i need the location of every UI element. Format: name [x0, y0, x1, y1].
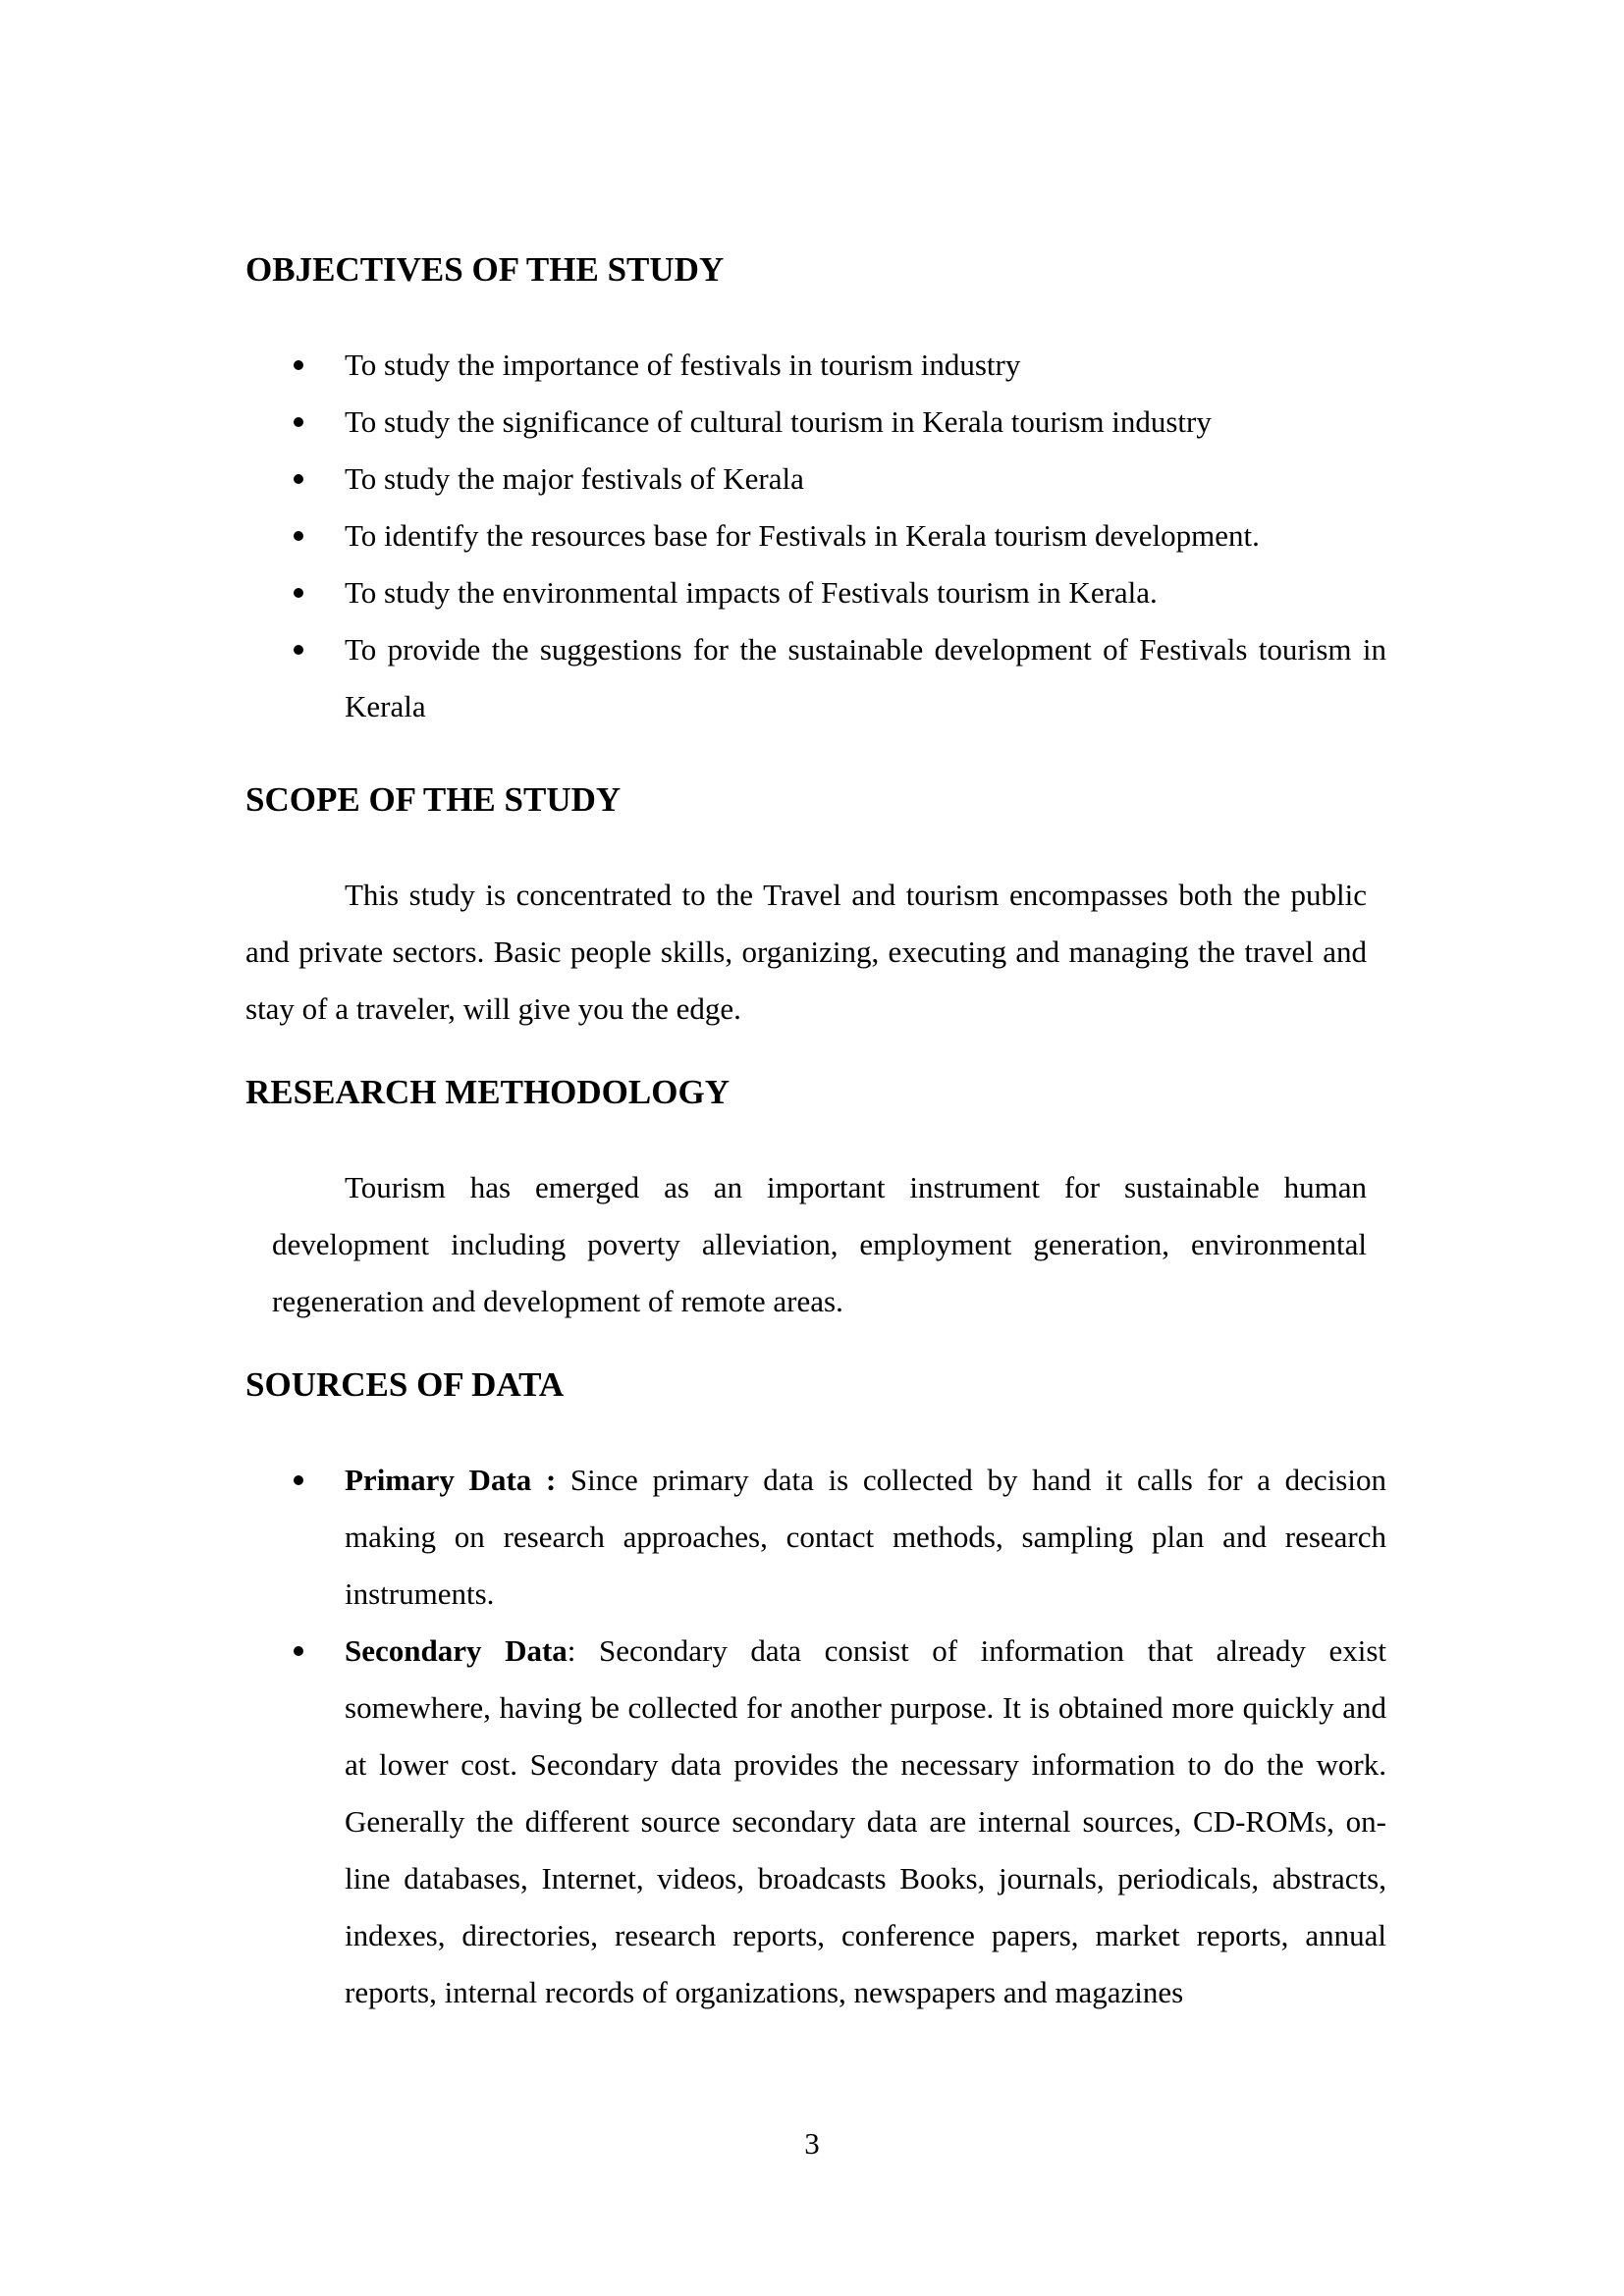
sources-list	[245, 1452, 1386, 2021]
list-item	[245, 1452, 1386, 1623]
bullet-icon	[294, 417, 303, 427]
bullet-icon	[294, 588, 303, 598]
methodology-heading: RESEARCH METHODOLOGY	[245, 1073, 730, 1111]
objectives-heading: OBJECTIVES OF THE STUDY	[245, 250, 725, 289]
list-item	[245, 621, 1386, 735]
objective-text: To provide the suggestions for the sustainable development of Festivals tourism in Kerala	[345, 632, 1386, 723]
secondary-data-label: Secondary Data	[345, 1633, 568, 1668]
list-item	[245, 1623, 1386, 2021]
objectives-list	[245, 337, 1386, 735]
methodology-paragraph: Tourism has emerged as an important instrument for sustainable human development including poverty alleviation, employment generation, environmental regeneration and development of remote areas.	[272, 1170, 1367, 1318]
objective-text: To study the significance of cultural tourism in Kerala tourism industry	[345, 404, 1212, 439]
bullet-icon	[294, 531, 303, 541]
sources-heading: SOURCES OF DATA	[245, 1365, 565, 1404]
list-item	[245, 507, 1386, 564]
bullet-icon	[294, 1475, 303, 1485]
bullet-icon	[294, 1646, 303, 1656]
scope-paragraph: This study is concentrated to the Travel and tourism encompasses both the public and private sectors. Basic people skills, organizing, executing and managing the travel and stay of a traveler, will give you the edge.	[245, 878, 1367, 1026]
scope-heading: SCOPE OF THE STUDY	[245, 780, 622, 819]
list-item	[245, 337, 1386, 394]
objective-text: To study the importance of festivals in tourism industry	[345, 347, 1021, 382]
objective-text: To study the major festivals of Kerala	[345, 461, 804, 496]
objective-text: To study the environmental impacts of Festivals tourism in Kerala.	[345, 575, 1158, 610]
list-item	[245, 451, 1386, 507]
primary-data-label: Primary Data :	[345, 1463, 557, 1497]
list-item	[245, 564, 1386, 621]
secondary-data-text: : Secondary data consist of information that already exist somewhere, having be collected for another purpose. It is obtained more quickly and at lower cost. Secondary data provides the necessary information to do the work. Generally the different source secondary data are internal sources, CD-ROMs, on-line databases, Internet, videos, broadcasts Books, journals, periodicals, abstracts, indexes, directories, research reports, conference papers, market reports, annual reports, internal records of organizations, newspapers and magazines	[345, 1633, 1386, 2009]
bullet-icon	[294, 645, 303, 655]
primary-data-text: Since primary data is collected by hand it calls for a decision making on research approaches, contact methods, sampling plan and research instruments.	[345, 1463, 1386, 1611]
page-number: 3	[804, 2126, 820, 2161]
bullet-icon	[294, 360, 303, 370]
bullet-icon	[294, 474, 303, 484]
objective-text: To identify the resources base for Festivals in Kerala tourism development.	[345, 518, 1260, 553]
list-item	[245, 394, 1386, 451]
